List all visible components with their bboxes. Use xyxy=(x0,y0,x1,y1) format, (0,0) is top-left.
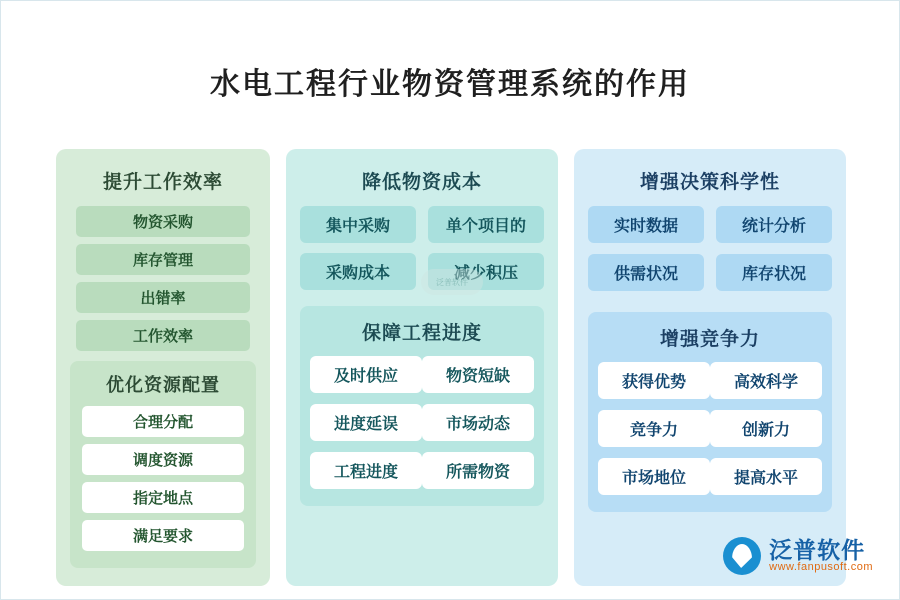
list-item[interactable]: 工程进度 xyxy=(310,452,422,489)
list-item[interactable]: 统计分析 xyxy=(716,206,832,243)
logo-url: www.fanpusoft.com xyxy=(769,561,873,574)
watermark-text: 泛普软件 xyxy=(421,269,483,295)
list-item[interactable]: 供需状况 xyxy=(588,254,704,291)
subblock-project-progress xyxy=(300,306,544,506)
column-decision xyxy=(574,149,846,586)
list-item[interactable]: 集中采购 xyxy=(300,206,416,243)
subblock-resource-allocation-heading: 优化资源配置 xyxy=(106,375,220,395)
list-item[interactable]: 减少积压 xyxy=(428,253,544,290)
logo-name: 泛普软件 xyxy=(769,537,866,564)
list-item[interactable]: 调度资源 xyxy=(82,444,244,475)
list-item[interactable]: 库存状况 xyxy=(716,254,832,291)
list-item[interactable]: 单个项目的 xyxy=(428,206,544,243)
list-item[interactable]: 采购成本 xyxy=(300,253,416,290)
columns-container xyxy=(56,149,846,586)
list-item[interactable]: 进度延误 xyxy=(310,404,422,441)
list-item[interactable]: 所需物资 xyxy=(422,452,534,489)
column-cost xyxy=(286,149,558,586)
list-item[interactable]: 合理分配 xyxy=(82,406,244,437)
subblock-project-progress-items xyxy=(310,356,534,500)
list-item[interactable]: 指定地点 xyxy=(82,482,244,513)
list-item[interactable]: 工作效率 xyxy=(76,320,250,351)
list-item[interactable]: 库存管理 xyxy=(76,244,250,275)
page-title: 水电工程行业物资管理系统的作用 xyxy=(210,68,690,101)
watermark xyxy=(421,269,483,299)
brand-logo xyxy=(723,537,873,575)
subblock-project-progress-heading: 保障工程进度 xyxy=(361,323,482,344)
list-item[interactable]: 创新力 xyxy=(710,410,822,447)
list-item[interactable]: 竞争力 xyxy=(598,410,710,447)
list-item[interactable]: 市场地位 xyxy=(598,458,710,495)
list-item[interactable]: 物资采购 xyxy=(76,206,250,237)
list-item[interactable]: 及时供应 xyxy=(310,356,422,393)
column-efficiency xyxy=(56,149,270,586)
list-item[interactable]: 实时数据 xyxy=(588,206,704,243)
list-item[interactable]: 物资短缺 xyxy=(422,356,534,393)
subblock-competitiveness-heading: 增强竞争力 xyxy=(659,329,760,350)
subblock-resource-allocation xyxy=(70,361,256,568)
column-efficiency-heading: 提升工作效率 xyxy=(102,172,223,193)
logo-icon xyxy=(723,537,761,575)
list-item[interactable]: 高效科学 xyxy=(710,362,822,399)
column-decision-heading: 增强决策科学性 xyxy=(639,172,780,193)
column-decision-items xyxy=(588,206,832,302)
list-item[interactable]: 市场动态 xyxy=(422,404,534,441)
column-cost-heading: 降低物资成本 xyxy=(361,172,482,193)
list-item[interactable]: 满足要求 xyxy=(82,520,244,551)
list-item[interactable]: 提高水平 xyxy=(710,458,822,495)
subblock-competitiveness-items xyxy=(598,362,822,506)
logo-text xyxy=(769,538,873,574)
list-item[interactable]: 获得优势 xyxy=(598,362,710,399)
subblock-competitiveness xyxy=(588,312,832,512)
list-item[interactable]: 出错率 xyxy=(76,282,250,313)
